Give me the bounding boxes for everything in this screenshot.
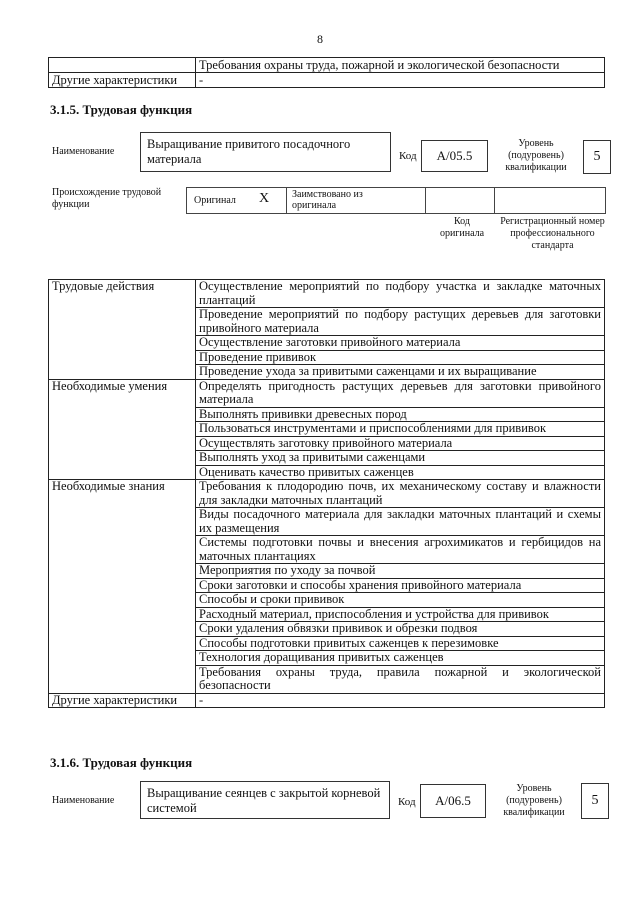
top-row-value: - (196, 73, 605, 88)
list-item: Требования охраны труда, правила пожарной и экологической безопасности (196, 665, 605, 693)
list-item: - (196, 693, 605, 708)
list-item: Проведение ухода за привитыми саженцами и их выращивание (196, 365, 605, 380)
list-item: Осуществление заготовки привойного материала (196, 336, 605, 351)
name-label: Наименование (52, 795, 115, 806)
list-item: Способы и сроки прививок (196, 593, 605, 608)
table-row (49, 73, 605, 88)
original-label: Оригинал (194, 195, 236, 206)
cell-divider (494, 187, 495, 214)
list-item: Сроки заготовки и способы хранения привойного материала (196, 578, 605, 593)
group-label: Трудовые действия (49, 280, 196, 380)
list-item: Системы подготовки почвы и внесения агрохимикатов и гербицидов на маточных плантациях (196, 536, 605, 564)
list-item: Оценивать качество привитых саженцев (196, 465, 605, 480)
code-box: A/06.5 (420, 784, 486, 818)
list-item: Проведение прививок (196, 350, 605, 365)
table-row (49, 480, 605, 508)
level-label: Уровень (подуровень) квалификации (503, 783, 565, 818)
group-label: Необходимые знания (49, 480, 196, 694)
function-name-box: Выращивание сеянцев с закрытой корневой системой (140, 781, 390, 819)
list-item: Сроки удаления обвязки прививок и обрезки подвоя (196, 622, 605, 637)
borrowed-label: Заимствовано из оригинала (292, 189, 363, 211)
top-row-label: Другие характеристики (49, 73, 196, 88)
group-label: Другие характеристики (49, 693, 196, 708)
group-label: Необходимые умения (49, 379, 196, 480)
list-item: Технология доращивания привитых саженцев (196, 651, 605, 666)
list-item: Осуществлять заготовку привойного материала (196, 436, 605, 451)
table-row (49, 280, 605, 308)
list-item: Требования к плодородию почв, их механическому составу и влажности для закладки маточных плантаций (196, 480, 605, 508)
list-item: Выполнять прививки древесных пород (196, 407, 605, 422)
list-item: Осуществление мероприятий по подбору участка и закладке маточных плантаций (196, 280, 605, 308)
original-mark: X (259, 191, 270, 206)
level-label: Уровень (подуровень) квалификации (505, 138, 567, 173)
list-item: Проведение мероприятий по подбору растущих деревьев для заготовки привойного материала (196, 308, 605, 336)
table-row (49, 693, 605, 708)
list-item: Мероприятия по уходу за почвой (196, 564, 605, 579)
table-row (49, 379, 605, 407)
list-item: Способы подготовки привитых саженцев к перезимовке (196, 636, 605, 651)
table-row (49, 58, 605, 73)
code-original-label: Код оригинала (439, 216, 485, 239)
list-item: Определять пригодность растущих деревьев для заготовки привойного материала (196, 379, 605, 407)
reg-number-label: Регистрационный номер профессионального стандарта (500, 216, 605, 251)
top-row-label (49, 58, 196, 73)
code-label: Код (398, 796, 416, 808)
list-item: Расходный материал, приспособления и устройства для прививок (196, 607, 605, 622)
code-box: A/05.5 (421, 140, 488, 172)
section-heading: 3.1.5. Трудовая функция (50, 102, 193, 117)
page-number: 8 (317, 32, 323, 46)
top-row-value: Требования охраны труда, пожарной и экологической безопасности (196, 58, 605, 73)
origin-label: Происхождение трудовой функции (52, 187, 162, 210)
function-name-box: Выращивание привитого посадочного материала (140, 132, 391, 172)
list-item: Пользоваться инструментами и приспособлениями для прививок (196, 422, 605, 437)
list-item: Виды посадочного материала для закладки маточных плантаций и схемы их размещения (196, 508, 605, 536)
list-item: Выполнять уход за привитыми саженцами (196, 451, 605, 466)
code-label: Код (399, 150, 417, 162)
cell-divider (425, 187, 426, 214)
main-table (48, 279, 605, 708)
level-box: 5 (581, 783, 609, 819)
section-heading: 3.1.6. Трудовая функция (50, 755, 193, 770)
level-box: 5 (583, 140, 611, 174)
name-label: Наименование (52, 146, 115, 157)
top-table (48, 57, 605, 88)
cell-divider (286, 187, 287, 214)
